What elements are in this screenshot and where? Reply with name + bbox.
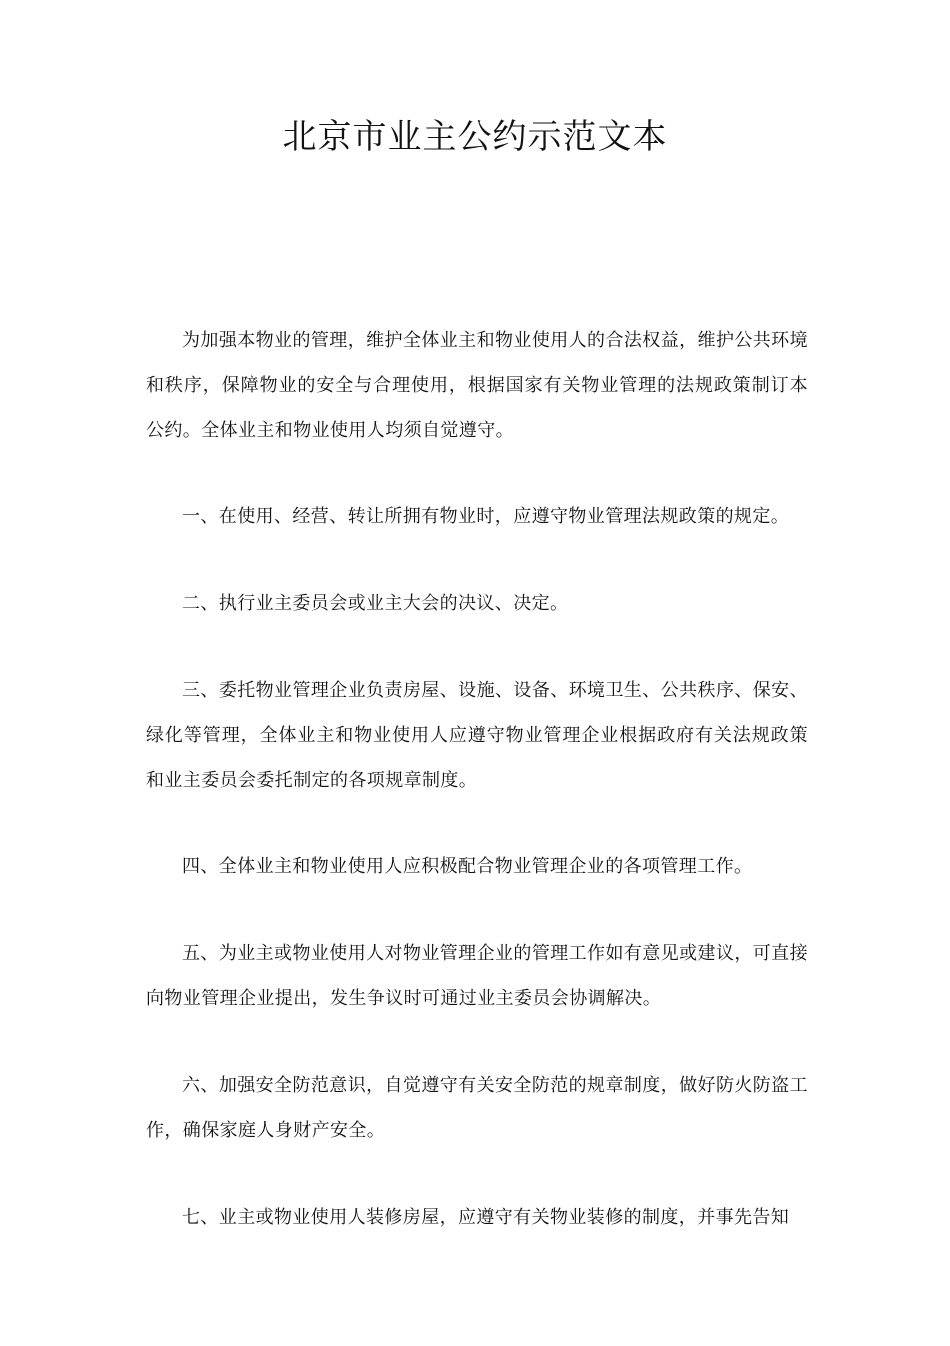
paragraph-clause-2: 二、执行业主委员会或业主大会的决议、决定。 xyxy=(182,593,569,614)
paragraph-intro: 为加强本物业的管理，维护全体业主和物业使用人的合法权益，维护公共环境和秩序，保障物业的安全与合理使用，根据国家有关物业管理的法规政策制订本公约。全体业主和物业使用人均须自觉遵守。 xyxy=(146,330,808,441)
page-title: 北京市业主公约示范文本 xyxy=(282,117,668,157)
paragraph-clause-1: 一、在使用、经营、转让所拥有物业时，应遵守物业管理法规政策的规定。 xyxy=(182,506,790,527)
paragraph-clause-4: 四、全体业主和物业使用人应积极配合物业管理企业的各项管理工作。 xyxy=(182,856,753,877)
paragraph-clause-6: 六、加强安全防范意识，自觉遵守有关安全防范的规章制度，做好防火防盗工作，确保家庭人身财产安全。 xyxy=(146,1075,808,1141)
paragraph-clause-5: 五、为业主或物业使用人对物业管理企业的管理工作如有意见或建议，可直接向物业管理企业提出，发生争议时可通过业主委员会协调解决。 xyxy=(146,943,808,1009)
paragraph-clause-3: 三、委托物业管理企业负责房屋、设施、设备、环境卫生、公共秩序、保安、绿化等管理，全体业主和物业使用人应遵守物业管理企业根据政府有关法规政策和业主委员会委托制定的各项规章制度。 xyxy=(146,680,808,791)
paragraph-clause-7: 七、业主或物业使用人装修房屋，应遵守有关物业装修的制度，并事先告知 xyxy=(182,1207,790,1228)
